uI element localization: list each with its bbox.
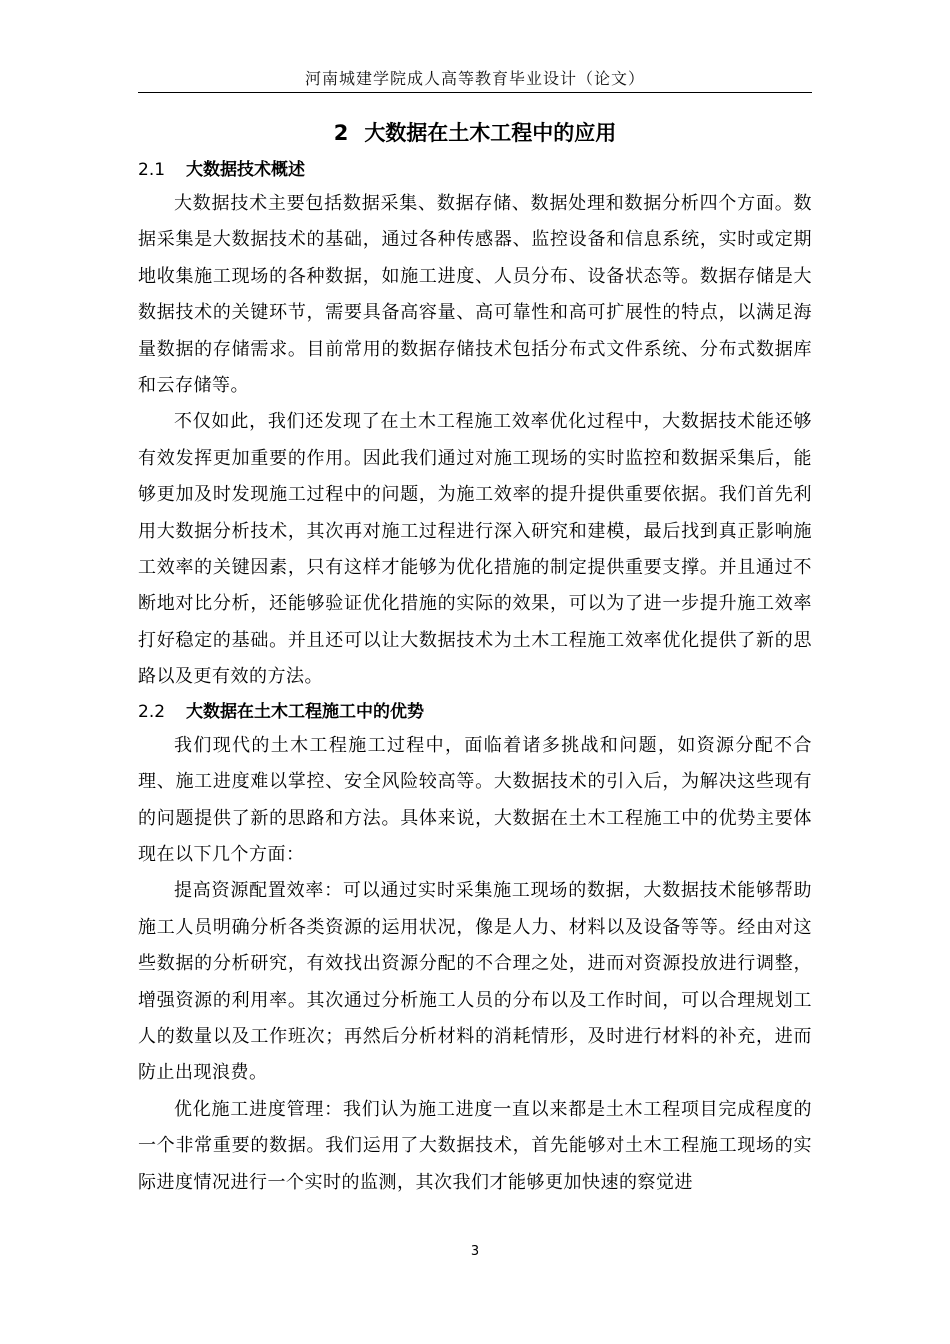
page-number: 3 xyxy=(470,1244,480,1259)
header-rule xyxy=(138,92,812,93)
paragraph: 优化施工进度管理：我们认为施工进度一直以来都是土木工程项目完成程度的一个非常重要的数据。我们运用了大数据技术，首先能够对土木工程施工现场的实际进度情况进行一个实时的监测，其次我们才能够更加快速的察觉进 xyxy=(138,1098,812,1193)
section-title: 大数据在土木工程施工中的优势 xyxy=(186,701,424,722)
chapter-title xyxy=(138,116,812,150)
paragraph: 我们现代的土木工程施工过程中，面临着诸多挑战和问题，如资源分配不合理、施工进度难以掌控、安全风险较高等。大数据技术的引入后，为解决这些现有的问题提供了新的思路和方法。具体来说，大数据在土木工程施工中的优势主要体现在以下几个方面： xyxy=(138,734,812,865)
section-number: 2.1 xyxy=(138,160,166,180)
paragraph: 大数据技术主要包括数据采集、数据存储、数据处理和数据分析四个方面。数据采集是大数据技术的基础，通过各种传感器、监控设备和信息系统，实时或定期地收集施工现场的各种数据，如施工进度、人员分布、设备状态等。数据存储是大数据技术的关键环节，需要具备高容量、高可靠性和高可扩展性的特点，以满足海量数据的存储需求。目前常用的数据存储技术包括分布式文件系统、分布式数据库和云存储等。 xyxy=(138,193,812,397)
body-content xyxy=(138,154,812,1201)
chapter-title-text: 大数据在土木工程中的应用 xyxy=(364,121,617,145)
section-2-1 xyxy=(138,154,812,696)
section-title: 大数据技术概述 xyxy=(186,160,305,180)
running-header: 河南城建学院成人高等教育毕业设计（论文） xyxy=(304,69,645,88)
section-2-2 xyxy=(138,696,812,1201)
paragraph: 不仅如此，我们还发现了在土木工程施工效率优化过程中，大数据技术能还够有效发挥更加重要的作用。因此我们通过对施工现场的实时监控和数据采集后，能够更加及时发现施工过程中的问题，为施工效率的提升提供重要依据。我们首先利用大数据分析技术，其次再对施工过程进行深入研究和建模，最后找到真正影响施工效率的关键因素，只有这样才能够为优化措施的制定提供重要支撑。并且通过不断地对比分析，还能够验证优化措施的实际的效果，可以为了进一步提升施工效率打好稳定的基础。并且还可以让大数据技术为土木工程施工效率优化提供了新的思路以及更有效的方法。 xyxy=(138,411,812,688)
section-number: 2.2 xyxy=(138,701,166,722)
section-heading xyxy=(138,154,812,186)
chapter-number: 2 xyxy=(333,121,349,145)
paragraph: 提高资源配置效率：可以通过实时采集施工现场的数据，大数据技术能够帮助施工人员明确分析各类资源的运用状况，像是人力、材料以及设备等等。经由对这些数据的分析研究，有效找出资源分配的不合理之处，进而对资源投放进行调整，增强资源的利用率。其次通过分析施工人员的分布以及工作时间，可以合理规划工人的数量以及工作班次；再然后分析材料的消耗情形，及时进行材料的补充，进而防止出现浪费。 xyxy=(138,880,812,1084)
section-heading xyxy=(138,696,812,728)
